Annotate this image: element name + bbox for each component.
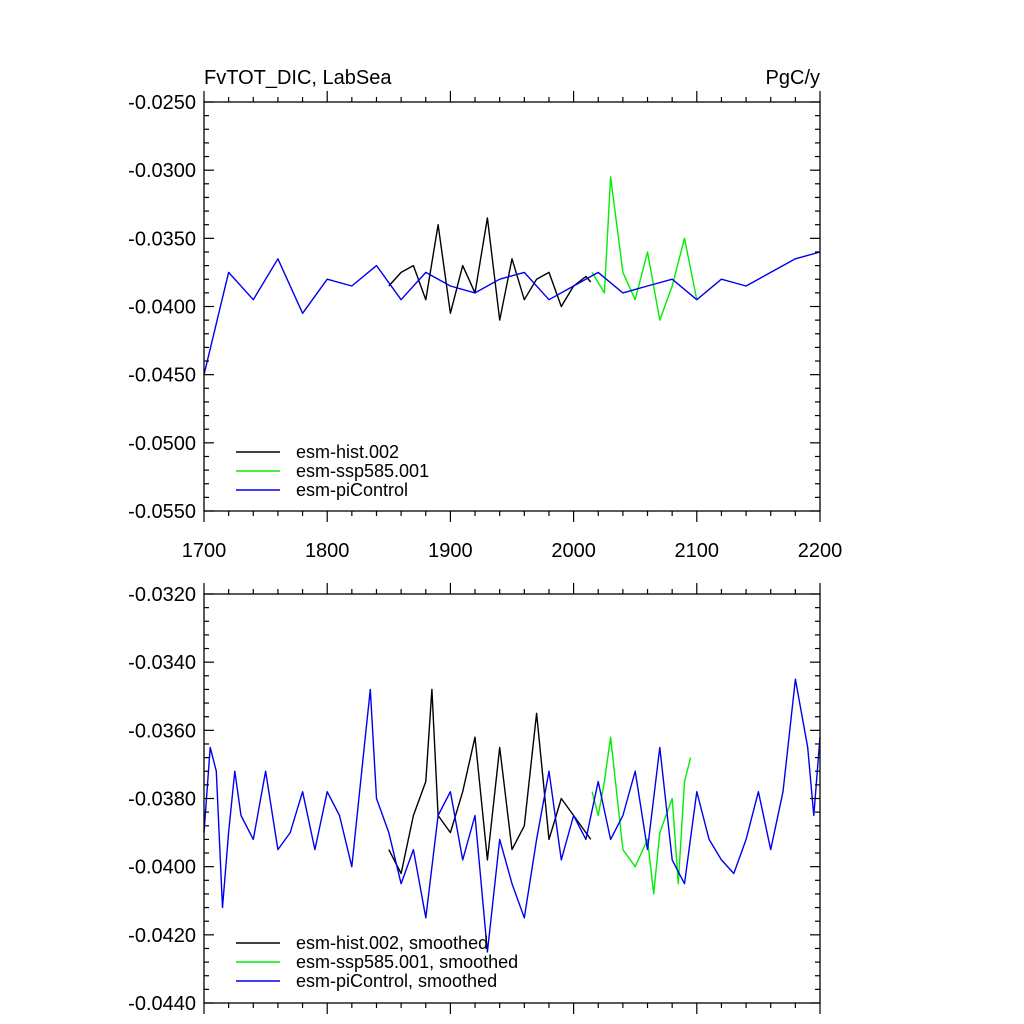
legend-label: esm-hist.002 [296,442,400,462]
y-tick-label: -0.0550 [128,501,196,523]
legend [236,933,518,991]
x-tick-label: 2000 [551,540,596,562]
legend [236,442,429,500]
x-tick-label: 2200 [797,540,843,562]
y-tick-label: -0.0450 [128,364,196,387]
x-tick-label: 2100 [674,540,720,562]
y-tick-label: -0.0420 [128,924,196,947]
bottom-panel [128,583,820,1015]
y-tick-label: -0.0440 [128,993,196,1015]
y-tick-label: -0.0300 [128,160,196,183]
legend-label: esm-piControl [296,480,409,500]
chart-title: FvTOT_DIC, LabSea [204,67,392,89]
x-tick-label: 1700 [181,540,227,562]
y-tick-label: -0.0360 [128,720,196,743]
units-label: PgC/y [765,67,820,89]
series-line-0 [389,689,591,873]
ticks-layer [128,91,842,562]
y-tick-label: -0.0400 [128,296,196,319]
y-tick-label: -0.0350 [128,228,196,251]
y-tick-label: -0.0250 [128,92,196,114]
x-tick-label: 1900 [428,540,473,562]
legend-label: esm-piControl, smoothed [296,971,498,991]
y-tick-label: -0.0320 [128,584,196,606]
legend-label: esm-ssp585.001 [296,461,430,481]
x-tick-label: 1800 [304,540,350,562]
series-layer [204,679,820,952]
series-line-1 [592,177,697,320]
top-panel [128,67,842,562]
series-line-0 [389,218,591,320]
legend-label: esm-ssp585.001, smoothed [296,952,519,972]
series-line-1 [592,737,691,894]
y-tick-label: -0.0500 [128,432,196,455]
y-tick-label: -0.0340 [128,652,196,675]
y-tick-label: -0.0380 [128,788,196,811]
series-line-2 [204,252,820,375]
y-tick-label: -0.0400 [128,856,196,879]
legend-label: esm-hist.002, smoothed [296,933,489,953]
series-layer [204,177,820,375]
series-line-2 [204,679,820,952]
